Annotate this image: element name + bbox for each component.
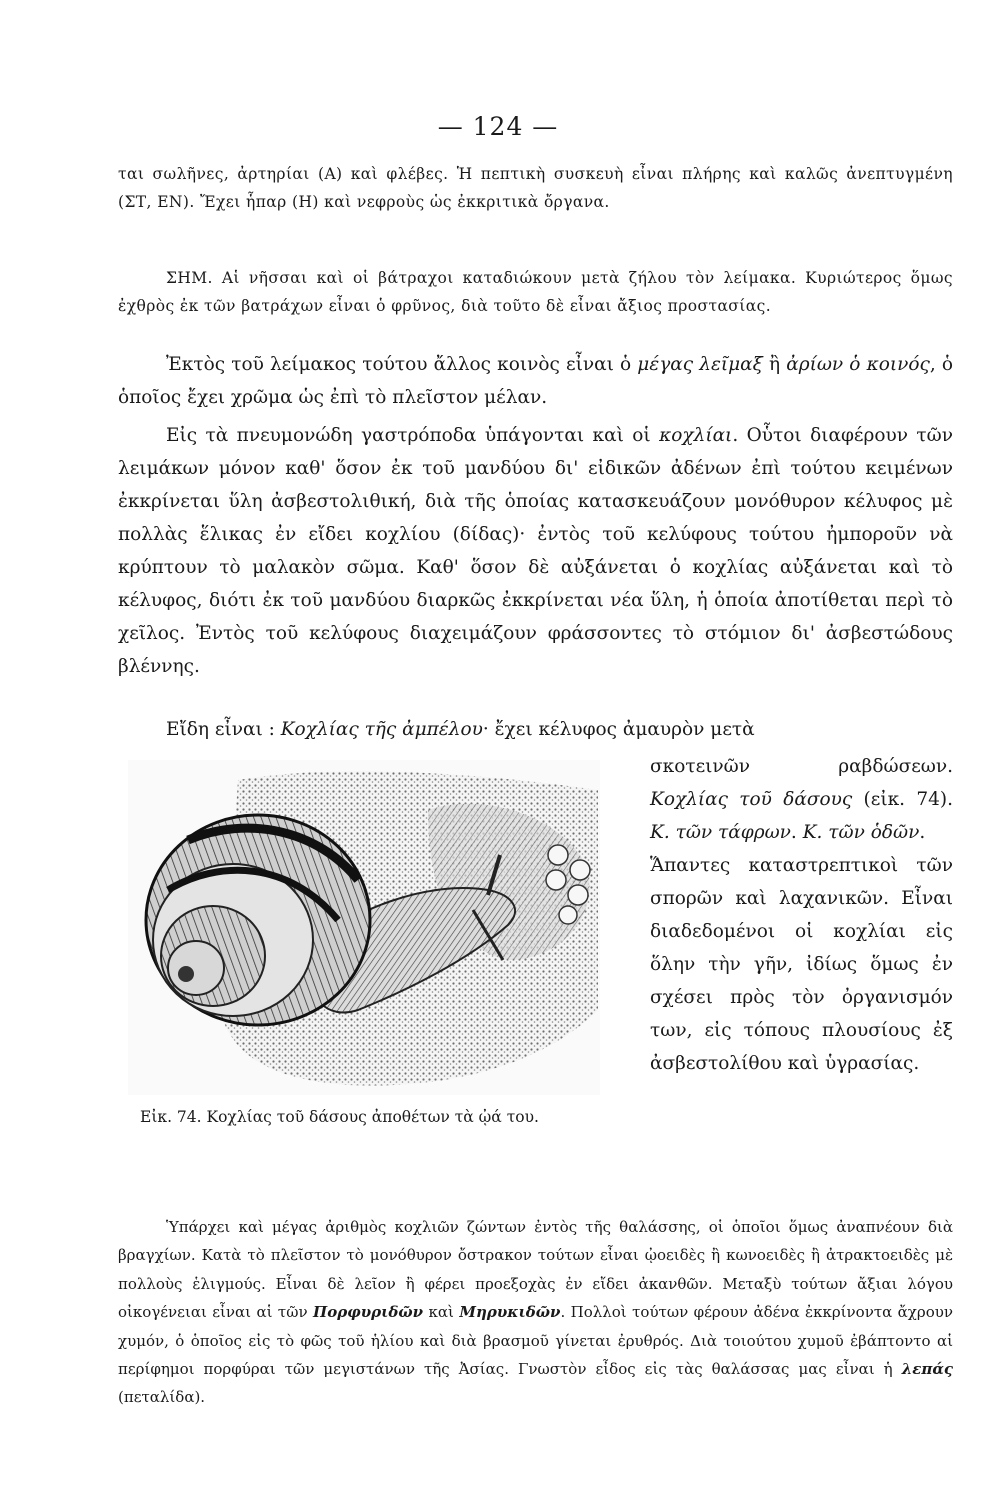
side-column — [650, 750, 953, 1080]
paragraph-anatomy — [118, 160, 953, 216]
limax-italic-1: μέγας λεῖμαξ — [637, 354, 763, 375]
marine-bold-2: Μηρυκιδῶν — [459, 1303, 561, 1322]
marine-post: (πεταλίδα). — [118, 1388, 206, 1407]
page-number: — 124 — — [437, 112, 559, 141]
paragraph-snails — [118, 419, 953, 683]
species-italic: Κοχλίας τῆς ἀμπέλου — [280, 719, 483, 740]
shell-apex — [178, 966, 194, 982]
paragraph-limax-text — [118, 348, 953, 414]
side-sep: . — [790, 822, 803, 843]
shell-whorl-3 — [168, 941, 224, 995]
side-fig-ref: (εἰκ. 74). — [852, 789, 953, 810]
paragraph-anatomy-text: ται σωλῆνες, ἀρτηρίαι (Α) καὶ φλέβες. Ἡ πεπτικὴ συσκευὴ εἶναι πλήρης καὶ καλῶς ἀνεπτυγμένη (ΣΤ, ΕΝ). Ἔχει ἧπαρ (Η) καὶ νεφροὺς ὡς ἐκκριτικὰ ὄργανα. — [118, 165, 953, 211]
side-italic-1: Κοχλίας τοῦ δάσους — [650, 789, 853, 810]
snails-pre: Εἰς τὰ πνευμονώδη γαστρόποδα ὑπάγονται καὶ οἱ — [166, 425, 660, 446]
paragraph-snails-text — [118, 419, 953, 683]
marine-bold-1: Πορφυριδῶν — [313, 1303, 424, 1322]
marine-mid-2: . Πολλοὶ τούτων φέρουν ἀδένα ἐκκρίνοντα ἄχρουν χυμόν, ὁ ὁποῖος εἰς τὸ φῶς τοῦ ἡλίου καὶ διὰ βρασμοῦ γίνεται ἐρυθρός. Διὰ τοιούτου χυμοῦ ἐβάπτοντο αἱ περίφημοι πορφύραι τῶν μεγιστάνων τῆς Ἀσίας. Γνωστὸν εἶδος εἰς τὰς θαλάσσας μας εἶναι ἡ — [118, 1303, 953, 1379]
limax-italic-2: ἀρίων ὁ κοινός — [786, 354, 930, 375]
snails-post: . Οὗτοι διαφέρουν τῶν λειμάκων μόνον καθ' ὅσον ἐκ τοῦ μανδύου δι' εἰδικῶν ἀδένων ἐπὶ τούτου κειμένων ἐκκρίνεται ὕλη ἀσβεστολιθική, διὰ τῆς ὁποίας κατασκευάζουν μονόθυρον κέλυφος μὲ πολλὰς ἕλικας ἐν εἴδει κοχλίου (δίδας)· ἐντὸς τοῦ κελύφους τούτου ἠμποροῦν νὰ κρύπτουν τὸ μαλακὸν σῶμα. Καθ' ὅσον δὲ αὐξάνεται ὁ κοχλίας αὐξάνεται καὶ τὸ κέλυφος, διότι ἐκ τοῦ μανδύου διαρκῶς ἐκκρίνεται νέα ὕλη, ἡ ὁποία ἀποτίθεται περὶ τὸ χεῖλος. Ἐντὸς τοῦ κελύφους διαχειμάζουν φράσσοντες τὸ στόμιον δι' ἀσβεστώδους βλέννης. — [118, 425, 953, 677]
side-end-dot: . — [919, 822, 926, 843]
marine-pre: Ὑπάρχει καὶ μέγας ἀριθμὸς κοχλιῶν ζώντων ἐντὸς τῆς θαλάσσης, οἱ ὁποῖοι ὅμως ἀναπνέουν διὰ βραγχίων. Κατὰ τὸ πλεῖστον τὸ μονόθυρον ὄστρακον τούτων εἶναι ᾠοειδὲς ἢ κωνοειδὲς ἢ ἀτρακτοειδὲς μὲ πολλοὺς ἑλιγμούς. Εἶναι δὲ λεῖον ἢ φέρει προεξοχὰς ἐν εἴδει ἀκανθῶν. Μεταξὺ τούτων ἄξιαι λόγου οἰκογένειαι εἶναι αἱ τῶν — [118, 1218, 953, 1322]
snail-illustration — [128, 760, 600, 1095]
paragraph-limax — [118, 348, 953, 414]
note-text: ΣΗΜ. Αἱ νῆσσαι καὶ οἱ βάτραχοι καταδιώκουν μετὰ ζήλου τὸν λείμακα. Κυριώτερος ὅμως ἐχθρὸς ἐκ τῶν βατράχων εἶναι ὁ φρῦνος, διὰ τοῦτο δὲ εἶναι ἄξιος προστασίας. — [118, 269, 953, 315]
figure-caption: Εἰκ. 74. Κοχλίας τοῦ δάσους ἀποθέτων τὰ ᾠά του. — [140, 1108, 539, 1126]
snail-drawing — [128, 760, 600, 1095]
marine-bold-3: λεπάς — [901, 1360, 953, 1379]
limax-pre: Ἐκτὸς τοῦ λείμακος τούτου ἄλλος κοινὸς εἶναι ὁ — [166, 354, 638, 375]
species-line — [118, 713, 953, 746]
species-pre: Εἴδη εἶναι : — [166, 719, 281, 740]
side-rest: Ἅπαντες καταστρεπτικοὶ τῶν σπορῶν καὶ λαχανικῶν. Εἶναι διαδεδομένοι οἱ κοχλίαι εἰς ὅλην τὴν γῆν, ἰδίως ὅμως ἐν σχέσει πρὸς τὸν ὀργανισμόν των, εἰς τόπους πλουσίους ἐξ ἀσβεστολίθου καὶ ὑγρασίας. — [650, 855, 953, 1074]
side-text — [650, 750, 953, 849]
limax-mid: ἢ — [762, 354, 787, 375]
side-italic-3: Κ. τῶν ὁδῶν — [802, 822, 920, 843]
limax-post: , ὁ ὁποῖος ἔχει χρῶμα ὡς ἐπὶ τὸ πλεῖστον μέλαν. — [118, 354, 953, 408]
paragraph-marine-text — [118, 1213, 953, 1412]
species-post: · ἔχει κέλυφος ἀμαυρὸν μετὰ — [482, 719, 755, 740]
marine-mid-1: καὶ — [423, 1303, 460, 1322]
side-line-1: σκοτεινῶν ραβδώσεων. — [650, 756, 953, 777]
paragraph-marine — [118, 1213, 953, 1412]
note-paragraph — [118, 264, 953, 320]
side-italic-2: Κ. τῶν τάφρων — [650, 822, 791, 843]
snails-italic: κοχλίαι — [659, 425, 733, 446]
